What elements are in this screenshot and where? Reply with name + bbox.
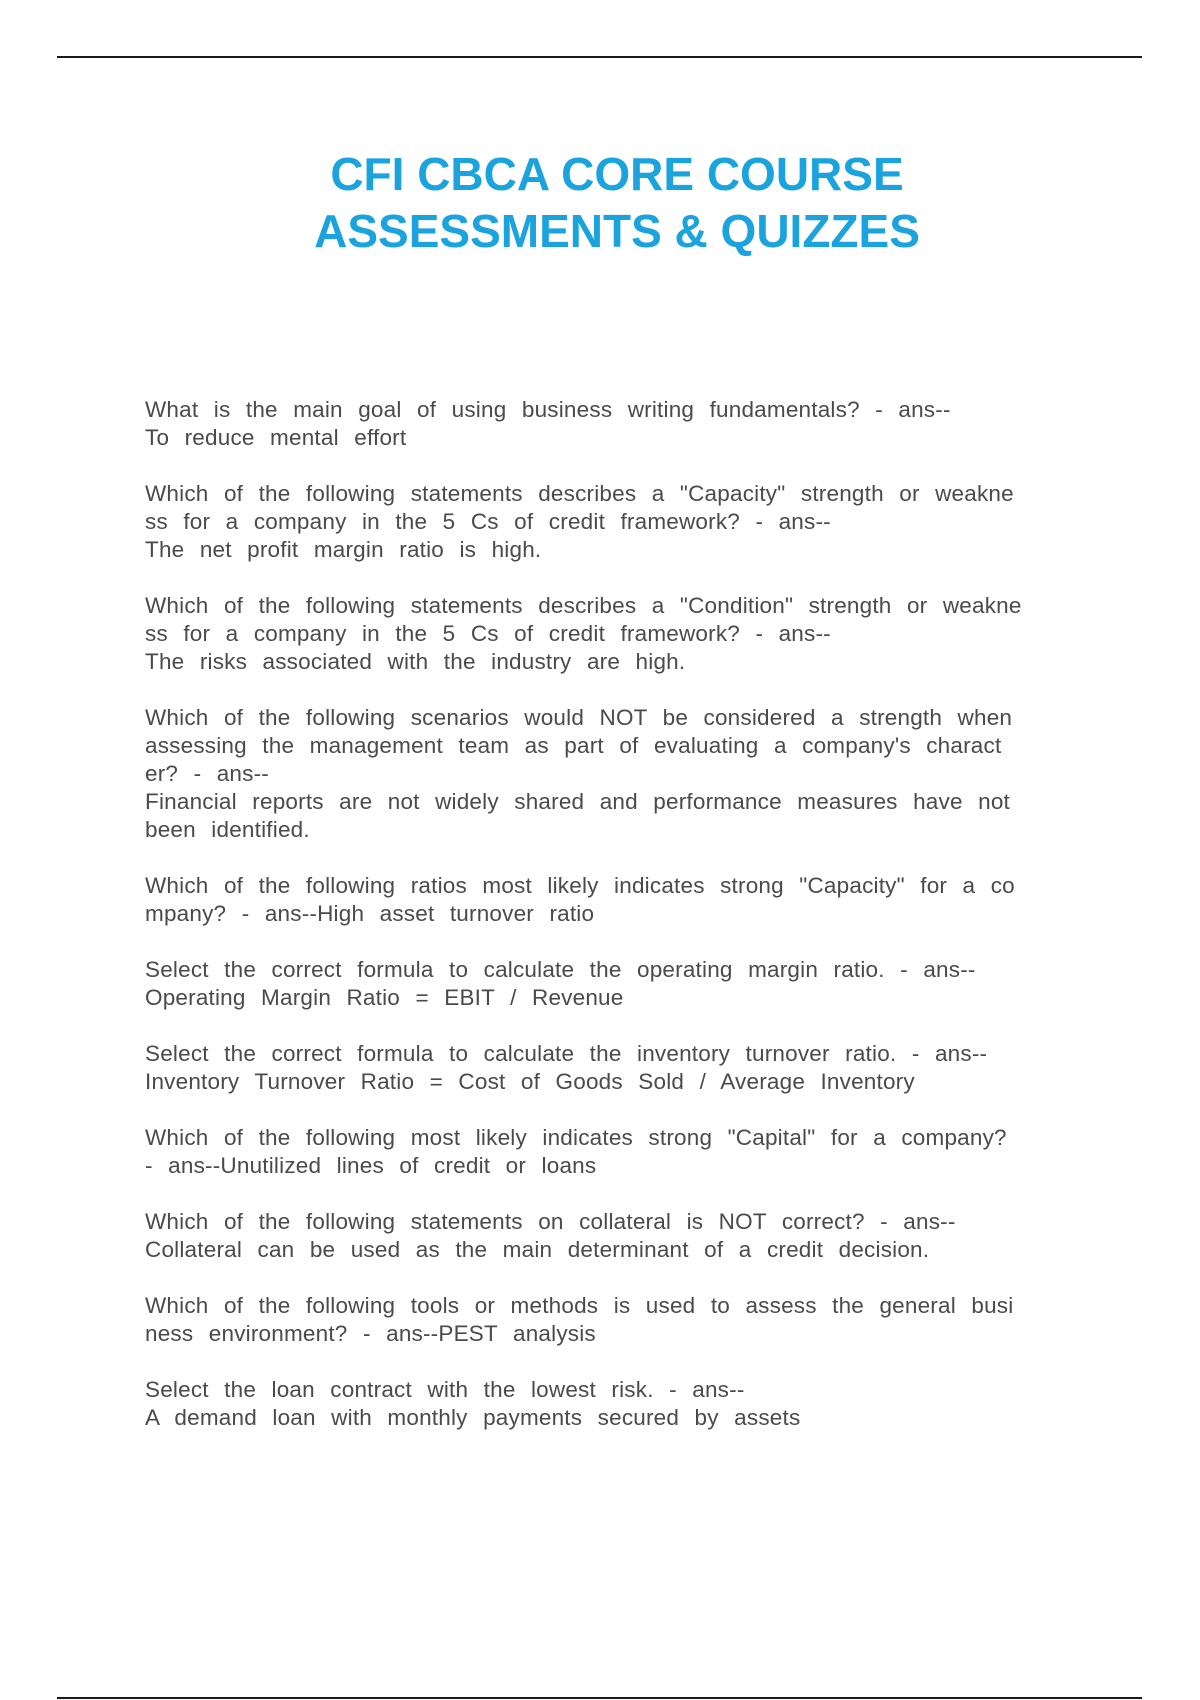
- qa-line: Operating Margin Ratio = EBIT / Revenue: [145, 985, 624, 1010]
- qa-line: Select the loan contract with the lowest risk. - ans--: [145, 1377, 745, 1402]
- qa-item: [145, 956, 1085, 1012]
- qa-line: Select the correct formula to calculate the inventory turnover ratio. - ans--: [145, 1041, 988, 1066]
- qa-line: ss for a company in the 5 Cs of credit framework? - ans--: [145, 621, 831, 646]
- qa-line: - ans--Unutilized lines of credit or loans: [145, 1153, 597, 1178]
- qa-item: [145, 1376, 1085, 1432]
- qa-item: [145, 872, 1085, 928]
- qa-item: [145, 704, 1085, 844]
- qa-line: What is the main goal of using business writing fundamentals? - ans--: [145, 397, 951, 422]
- qa-line: A demand loan with monthly payments secured by assets: [145, 1405, 801, 1430]
- qa-line: assessing the management team as part of evaluating a company's charact: [145, 733, 1002, 758]
- qa-line: The risks associated with the industry are high.: [145, 649, 686, 674]
- qa-item: [145, 592, 1085, 676]
- qa-line: Which of the following scenarios would NOT be considered a strength when: [145, 705, 1013, 730]
- qa-item: [145, 1208, 1085, 1264]
- bottom-rule: [57, 1697, 1142, 1699]
- title-line-2: ASSESSMENTS & QUIZZES: [314, 205, 920, 257]
- qa-line: Which of the following most likely indicates strong "Capital" for a company?: [145, 1125, 1007, 1150]
- qa-list: [145, 396, 1085, 1460]
- qa-line: Which of the following tools or methods is used to assess the general busi: [145, 1293, 1014, 1318]
- qa-line: been identified.: [145, 817, 310, 842]
- qa-line: Financial reports are not widely shared and performance measures have not: [145, 789, 1011, 814]
- qa-line: er? - ans--: [145, 761, 269, 786]
- qa-line: Collateral can be used as the main determinant of a credit decision.: [145, 1237, 930, 1262]
- qa-item: [145, 1124, 1085, 1180]
- qa-line: The net profit margin ratio is high.: [145, 537, 542, 562]
- qa-item: [145, 1292, 1085, 1348]
- qa-line: Which of the following statements describes a "Capacity" strength or weakne: [145, 481, 1014, 506]
- qa-line: Inventory Turnover Ratio = Cost of Goods Sold / Average Inventory: [145, 1069, 915, 1094]
- title-line-1: CFI CBCA CORE COURSE: [330, 148, 904, 200]
- qa-line: ss for a company in the 5 Cs of credit framework? - ans--: [145, 509, 831, 534]
- qa-line: Which of the following statements describes a "Condition" strength or weakne: [145, 593, 1022, 618]
- qa-line: mpany? - ans--High asset turnover ratio: [145, 901, 595, 926]
- top-rule: [57, 56, 1142, 58]
- qa-line: Which of the following statements on collateral is NOT correct? - ans--: [145, 1209, 956, 1234]
- qa-item: [145, 1040, 1085, 1096]
- qa-line: Select the correct formula to calculate the operating margin ratio. - ans--: [145, 957, 976, 982]
- qa-line: To reduce mental effort: [145, 425, 407, 450]
- qa-item: [145, 480, 1085, 564]
- qa-line: ness environment? - ans--PEST analysis: [145, 1321, 596, 1346]
- document-title: [0, 146, 1200, 260]
- qa-line: Which of the following ratios most likely indicates strong "Capacity" for a co: [145, 873, 1015, 898]
- qa-item: [145, 396, 1085, 452]
